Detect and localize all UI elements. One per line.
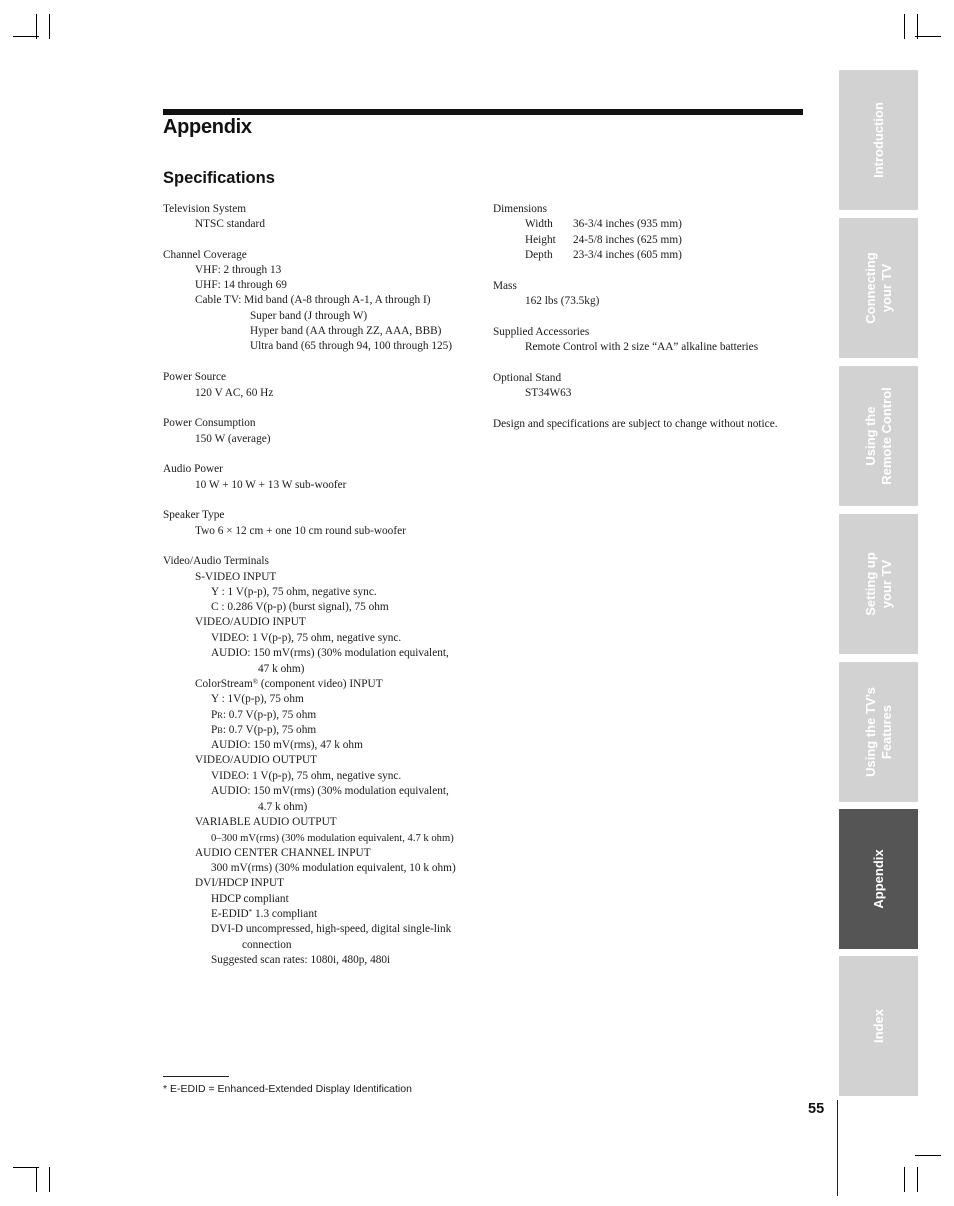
spec-value: 23-3/4 inches (605 mm) (573, 249, 682, 261)
footnote-rule (163, 1076, 229, 1077)
spec-value: VIDEO/AUDIO INPUT (195, 616, 306, 628)
heading-rule (163, 109, 803, 115)
spec-value: PB: 0.7 V(p-p), 75 ohm (211, 724, 317, 736)
tab-setting-up[interactable] (839, 514, 918, 654)
spec-value: Y : 1V(p-p), 75 ohm (211, 693, 304, 705)
spec-value: 10 W + 10 W + 13 W sub-woofer (195, 479, 347, 491)
spec-value: DVI/HDCP INPUT (195, 877, 285, 889)
page-heading: Appendix (163, 116, 252, 138)
spec-value: Cable TV: Mid band (A-8 through A-1, A through I) (195, 294, 431, 306)
spec-value: UHF: 14 through 69 (195, 279, 287, 291)
spec-value: VIDEO: 1 V(p-p), 75 ohm, negative sync. (211, 632, 402, 644)
spec-value: 47 k ohm) (258, 663, 305, 675)
spec-value: Y : 1 V(p-p), 75 ohm, negative sync. (211, 586, 377, 598)
tab-remote-control[interactable] (839, 366, 918, 506)
spec-value: Ultra band (65 through 94, 100 through 125) (250, 340, 453, 352)
spec-label: Audio Power (163, 463, 223, 475)
spec-value: Hyper band (AA through ZZ, AAA, BBB) (250, 325, 442, 337)
spec-label: Power Consumption (163, 417, 256, 429)
spec-value: 162 lbs (73.5kg) (525, 295, 600, 307)
tab-index[interactable] (839, 956, 918, 1096)
tab-label: Connecting your TV (862, 252, 894, 324)
spec-label: Video/Audio Terminals (163, 555, 269, 567)
tab-label: Appendix (870, 849, 886, 909)
spec-value: AUDIO CENTER CHANNEL INPUT (195, 847, 371, 859)
spec-value: C : 0.286 V(p-p) (burst signal), 75 ohm (211, 601, 389, 613)
spec-value: AUDIO: 150 mV(rms), 47 k ohm (211, 739, 363, 751)
spec-value: VHF: 2 through 13 (195, 264, 282, 276)
spec-label: Height (525, 234, 556, 246)
spec-value: connection (242, 939, 292, 951)
spec-value: S-VIDEO INPUT (195, 571, 277, 583)
spec-value: PR: 0.7 V(p-p), 75 ohm (211, 709, 317, 721)
spec-value: 4.7 k ohm) (258, 801, 308, 813)
page-number-rule (837, 1100, 838, 1196)
spec-value: 120 V AC, 60 Hz (195, 387, 274, 399)
spec-label: Depth (525, 249, 553, 261)
spec-value: DVI-D uncompressed, high-speed, digital single-link (211, 923, 452, 935)
spec-value: HDCP compliant (211, 893, 289, 905)
spec-value: ColorStream® (component video) INPUT (195, 678, 383, 690)
spec-label: Power Source (163, 371, 227, 383)
notice-text: Design and specifications are subject to change without notice. (493, 418, 778, 430)
spec-value: Remote Control with 2 size “AA” alkaline batteries (525, 341, 759, 353)
spec-value: 24-5/8 inches (625 mm) (573, 234, 682, 246)
footnote: * E-EDID = Enhanced-Extended Display Identification (163, 1083, 412, 1095)
section-heading: Specifications (163, 169, 275, 187)
spec-value: 150 W (average) (195, 433, 271, 445)
spec-label: Channel Coverage (163, 249, 247, 261)
spec-value: VIDEO/AUDIO OUTPUT (195, 754, 318, 766)
spec-value: AUDIO: 150 mV(rms) (30% modulation equivalent, (211, 785, 449, 797)
spec-label: Speaker Type (163, 509, 225, 521)
spec-value: VARIABLE AUDIO OUTPUT (195, 816, 337, 828)
spec-label: Mass (493, 280, 517, 292)
spec-value: Two 6 × 12 cm + one 10 cm round sub-woofer (195, 525, 406, 537)
tab-label: Using the Remote Control (862, 387, 894, 485)
tab-features[interactable] (839, 662, 918, 802)
spec-label: Optional Stand (493, 372, 562, 384)
spec-label: Dimensions (493, 203, 547, 215)
spec-value: 300 mV(rms) (30% modulation equivalent, 10 k ohm) (211, 862, 456, 874)
tab-appendix[interactable] (839, 809, 918, 949)
spec-value: NTSC standard (195, 218, 265, 230)
spec-label: Supplied Accessories (493, 326, 590, 338)
tab-label: Using the TV’s Features (862, 687, 894, 777)
tab-label: Index (870, 1009, 886, 1043)
spec-value: 36-3/4 inches (935 mm) (573, 218, 682, 230)
spec-value: AUDIO: 150 mV(rms) (30% modulation equivalent, (211, 647, 449, 659)
tab-connecting[interactable] (839, 218, 918, 358)
spec-value: VIDEO: 1 V(p-p), 75 ohm, negative sync. (211, 770, 402, 782)
spec-label: Width (525, 218, 553, 230)
tab-introduction[interactable] (839, 70, 918, 210)
tab-label: Setting up your TV (862, 552, 894, 616)
spec-value: Suggested scan rates: 1080i, 480p, 480i (211, 954, 391, 966)
spec-value: ST34W63 (525, 387, 572, 399)
page-number: 55 (808, 1101, 825, 1117)
tab-label: Introduction (870, 102, 886, 178)
spec-value: 0–300 mV(rms) (30% modulation equivalent, 4.7 k ohm) (211, 833, 454, 844)
spec-value: Super band (J through W) (250, 310, 368, 322)
spec-label: Television System (163, 203, 246, 215)
spec-value: E-EDID* 1.3 compliant (211, 908, 318, 920)
